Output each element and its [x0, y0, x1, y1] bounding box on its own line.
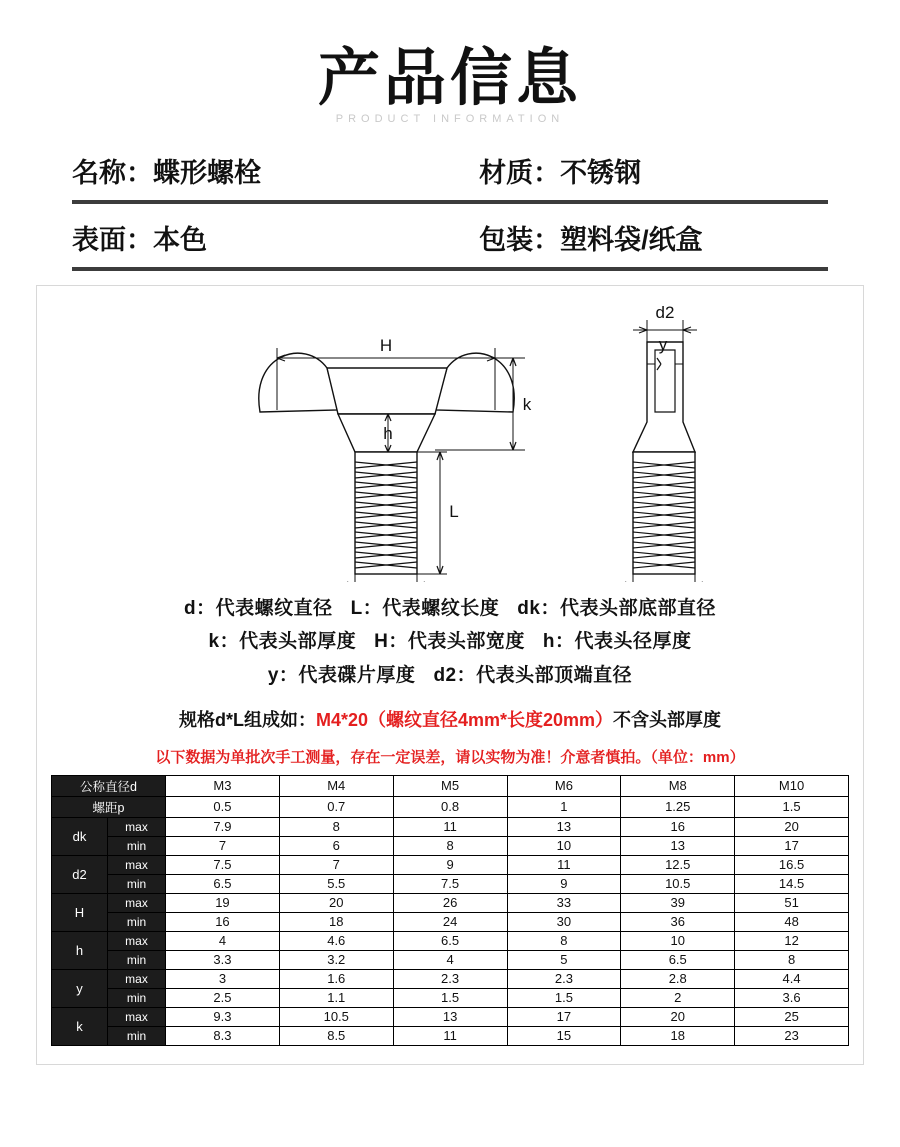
- spec-format-prefix: 规格d*L组成: [178, 709, 280, 730]
- table-minmax-max: max: [108, 931, 166, 950]
- spec-packaging: 包装：塑料袋/纸盒: [479, 225, 703, 256]
- table-cell: 4: [166, 931, 280, 950]
- table-cell: 10.5: [621, 874, 735, 893]
- table-cell: 4.4: [735, 969, 849, 988]
- page-title: 产品信息: [317, 44, 582, 113]
- figure-panel: [36, 285, 864, 1065]
- table-header-nominal-diameter: 公称直径d: [52, 775, 166, 796]
- label-L: L: [449, 502, 459, 522]
- table-cell-size-5: M10: [735, 775, 849, 796]
- table-cell: 6.5: [393, 931, 507, 950]
- divider-1: [72, 200, 828, 204]
- divider-2: [72, 267, 828, 271]
- table-cell: 2.3: [393, 969, 507, 988]
- legend-h: h：代表头径厚度: [542, 631, 692, 653]
- spec-row-1: [72, 151, 828, 200]
- table-row: [52, 950, 849, 969]
- table-cell: 30: [507, 912, 621, 931]
- table-row: [52, 893, 849, 912]
- table-cell: 16.5: [735, 855, 849, 874]
- table-cell: 17: [735, 836, 849, 855]
- table-row-header: [52, 775, 849, 796]
- spec-format-note: [51, 706, 849, 732]
- legend-block: [51, 592, 849, 692]
- table-row: [52, 817, 849, 836]
- legend-L: L：代表螺纹长度: [350, 598, 500, 620]
- table-row-pitch: [52, 796, 849, 817]
- spec-summary: [72, 151, 828, 271]
- table-cell: 13: [621, 836, 735, 855]
- label-h: h: [383, 424, 393, 444]
- table-group-label-k: k: [52, 1007, 108, 1045]
- table-cell: 12.5: [621, 855, 735, 874]
- table-cell: 8: [735, 950, 849, 969]
- table-cell: 11: [393, 1026, 507, 1045]
- page-header: [0, 0, 900, 125]
- table-cell: 8.5: [279, 1026, 393, 1045]
- legend-H: H：代表头部宽度: [374, 631, 525, 653]
- table-cell-size-3: M6: [507, 775, 621, 796]
- table-minmax-min: min: [108, 912, 166, 931]
- table-cell: 10: [621, 931, 735, 950]
- table-cell: 3.6: [735, 988, 849, 1007]
- table-cell-pitch-5: 1.5: [735, 796, 849, 817]
- table-cell: 11: [507, 855, 621, 874]
- table-group-label-H: H: [52, 893, 108, 931]
- table-cell: 8.3: [166, 1026, 280, 1045]
- table-row: [52, 1007, 849, 1026]
- table-group-label-y: y: [52, 969, 108, 1007]
- label-k: k: [522, 395, 532, 415]
- wing-bolt-drawing: [55, 302, 845, 582]
- table-cell: 20: [735, 817, 849, 836]
- legend-line-2: [51, 625, 849, 658]
- table-cell: 1.5: [507, 988, 621, 1007]
- table-row: [52, 931, 849, 950]
- table-row: [52, 988, 849, 1007]
- table-cell: 39: [621, 893, 735, 912]
- legend-line-1: [51, 592, 849, 625]
- table-cell: 9: [393, 855, 507, 874]
- spec-format-example: M4*20（螺纹直径4mm*长度20mm）: [315, 709, 614, 730]
- table-row: [52, 874, 849, 893]
- spec-surface: 表面：本色: [72, 225, 207, 256]
- table-cell: 20: [621, 1007, 735, 1026]
- table-cell: 12: [735, 931, 849, 950]
- table-cell: 2.8: [621, 969, 735, 988]
- table-cell-pitch-0: 0.5: [166, 796, 280, 817]
- table-cell: 8: [507, 931, 621, 950]
- spec-format-suffix: 不含头部厚度: [613, 709, 722, 730]
- table-cell-pitch-2: 0.8: [393, 796, 507, 817]
- table-cell: 24: [393, 912, 507, 931]
- table-cell: 25: [735, 1007, 849, 1026]
- table-cell: 6.5: [166, 874, 280, 893]
- table-cell: 3.3: [166, 950, 280, 969]
- table-row: [52, 969, 849, 988]
- table-cell: 13: [393, 1007, 507, 1026]
- table-row: [52, 855, 849, 874]
- legend-y: y：代表碟片厚度: [267, 664, 416, 686]
- table-cell-pitch-4: 1.25: [621, 796, 735, 817]
- table-minmax-min: min: [108, 950, 166, 969]
- table-cell: 26: [393, 893, 507, 912]
- spec-name: 名称：蝶形螺栓: [72, 158, 261, 189]
- table-cell: 18: [279, 912, 393, 931]
- table-minmax-max: max: [108, 969, 166, 988]
- table-cell: 15: [507, 1026, 621, 1045]
- table-cell: 3: [166, 969, 280, 988]
- table-cell-pitch-1: 0.7: [279, 796, 393, 817]
- table-cell: 6: [279, 836, 393, 855]
- table-cell-size-4: M8: [621, 775, 735, 796]
- table-cell: 14.5: [735, 874, 849, 893]
- label-d2: d2: [655, 303, 675, 323]
- table-minmax-min: min: [108, 988, 166, 1007]
- legend-d: d：代表螺纹直径: [184, 598, 333, 620]
- table-cell: 33: [507, 893, 621, 912]
- table-row: [52, 836, 849, 855]
- table-cell: 1.5: [393, 988, 507, 1007]
- legend-k: k：代表头部厚度: [208, 631, 357, 653]
- table-cell: 16: [166, 912, 280, 931]
- spec-format-example-label: 如：: [279, 709, 316, 730]
- table-cell: 6.5: [621, 950, 735, 969]
- table-row: [52, 1026, 849, 1045]
- table-minmax-min: min: [108, 1026, 166, 1045]
- legend-dk: dk：代表头部底部直径: [517, 598, 716, 620]
- table-minmax-max: max: [108, 855, 166, 874]
- table-cell: 18: [621, 1026, 735, 1045]
- table-cell: 7.9: [166, 817, 280, 836]
- table-cell: 4.6: [279, 931, 393, 950]
- table-cell: 51: [735, 893, 849, 912]
- table-cell: 16: [621, 817, 735, 836]
- table-cell: 7.5: [166, 855, 280, 874]
- table-row: [52, 912, 849, 931]
- spec-row-2: [72, 218, 828, 267]
- table-cell-size-0: M3: [166, 775, 280, 796]
- table-cell: 9: [507, 874, 621, 893]
- table-cell-pitch-3: 1: [507, 796, 621, 817]
- table-cell: 20: [279, 893, 393, 912]
- spec-material: 材质：不锈钢: [479, 158, 642, 189]
- table-minmax-max: max: [108, 893, 166, 912]
- table-cell: 7: [279, 855, 393, 874]
- table-cell: 7.5: [393, 874, 507, 893]
- dimension-table: [51, 775, 849, 1046]
- legend-line-3: [51, 659, 849, 692]
- table-cell: 1.6: [279, 969, 393, 988]
- table-minmax-max: max: [108, 1007, 166, 1026]
- page-subtitle: PRODUCT INFORMATION: [335, 113, 565, 126]
- table-cell: 9.3: [166, 1007, 280, 1026]
- table-cell: 2: [621, 988, 735, 1007]
- table-minmax-max: max: [108, 817, 166, 836]
- label-H: H: [379, 336, 393, 356]
- table-cell: 17: [507, 1007, 621, 1026]
- table-minmax-min: min: [108, 874, 166, 893]
- table-cell: 10: [507, 836, 621, 855]
- table-cell-size-1: M4: [279, 775, 393, 796]
- measurement-warning: 以下数据为单批次手工测量，存在一定误差，请以实物为准！介意者慎拍。（单位：mm）: [155, 748, 745, 766]
- legend-d2: d2：代表头部顶端直径: [433, 664, 633, 686]
- table-cell: 48: [735, 912, 849, 931]
- table-cell: 5.5: [279, 874, 393, 893]
- table-cell: 10.5: [279, 1007, 393, 1026]
- table-cell: 11: [393, 817, 507, 836]
- table-header-pitch: 螺距p: [52, 796, 166, 817]
- table-group-label-d2: d2: [52, 855, 108, 893]
- table-cell: 1.1: [279, 988, 393, 1007]
- table-cell: 2.3: [507, 969, 621, 988]
- table-cell: 23: [735, 1026, 849, 1045]
- table-cell-size-2: M5: [393, 775, 507, 796]
- table-group-label-h: h: [52, 931, 108, 969]
- table-cell: 4: [393, 950, 507, 969]
- technical-drawings: [51, 302, 849, 582]
- table-cell: 13: [507, 817, 621, 836]
- table-cell: 8: [393, 836, 507, 855]
- table-cell: 36: [621, 912, 735, 931]
- label-y: y: [658, 335, 668, 355]
- table-minmax-min: min: [108, 836, 166, 855]
- table-cell: 3.2: [279, 950, 393, 969]
- table-cell: 5: [507, 950, 621, 969]
- table-cell: 2.5: [166, 988, 280, 1007]
- table-cell: 8: [279, 817, 393, 836]
- table-cell: 7: [166, 836, 280, 855]
- table-group-label-dk: dk: [52, 817, 108, 855]
- table-cell: 19: [166, 893, 280, 912]
